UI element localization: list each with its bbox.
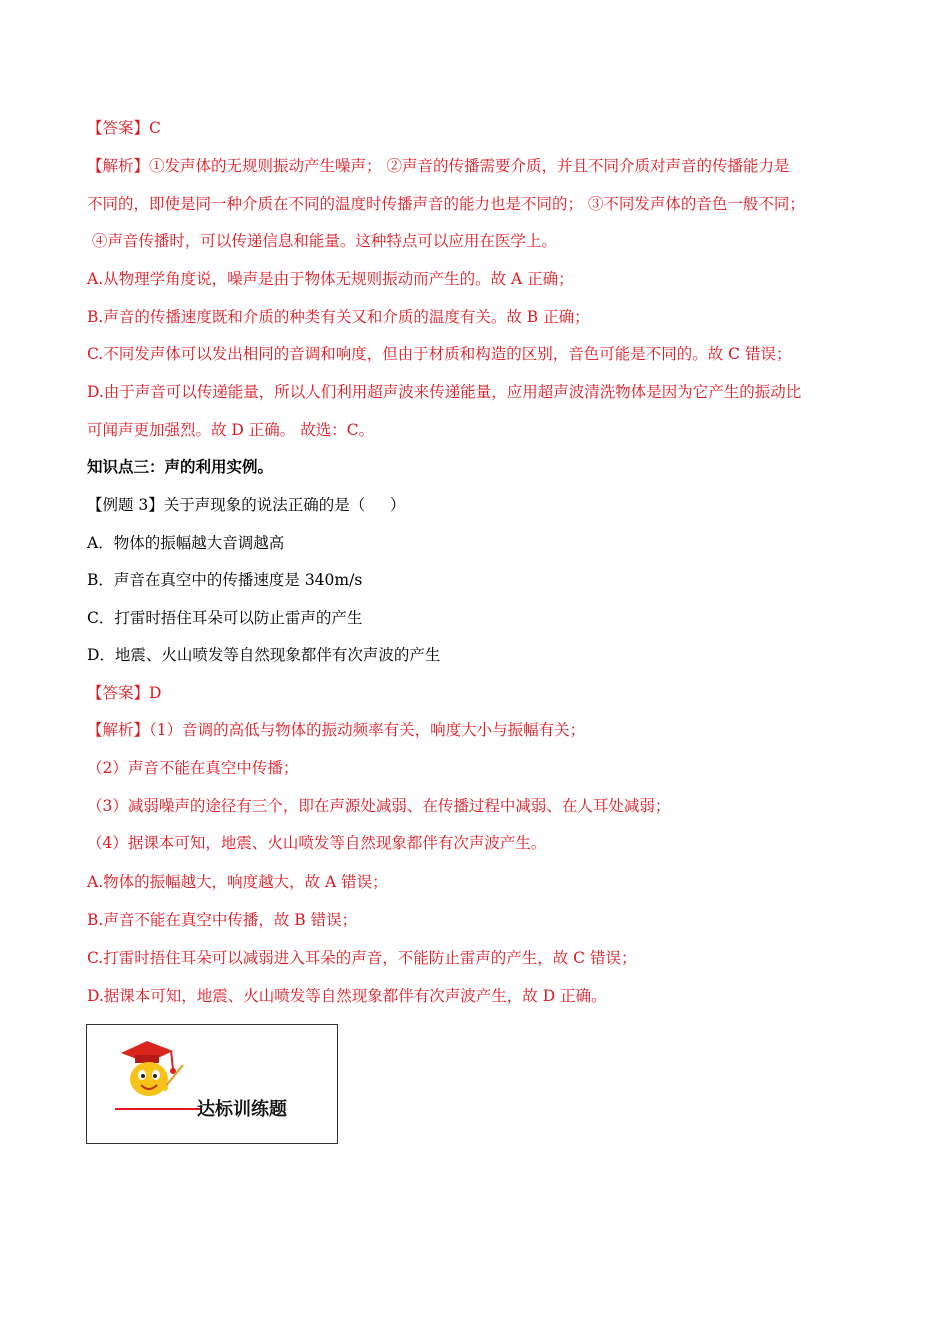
analysis-text: （4）据课本可知，地震、火山喷发等自然现象都伴有次声波产生。 (87, 834, 547, 852)
answer-line-1 (87, 118, 161, 138)
option-explanation: A.物体的振幅越大，响度越大，故 A 错误； (87, 873, 388, 891)
example-question-text: 关于声现象的说法正确的是（ ） (163, 496, 406, 514)
option-explanation: D.由于声音可以传递能量，所以人们利用超声波来传递能量，应用超声波清洗物体是因为它产生的振动比 (87, 383, 802, 401)
analysis-line (87, 720, 585, 740)
option-explanation: D.据课本可知，地震、火山喷发等自然现象都伴有次声波产生，故 D 正确。 (87, 987, 607, 1005)
option-explanation: 可闻声更加强烈。故 D 正确。 故选：C。 (87, 421, 375, 439)
answer-value: C (149, 119, 161, 137)
analysis-text: （3）减弱噪声的途径有三个，即在声源处减弱、在传播过程中减弱、在人耳处减弱； (87, 797, 671, 815)
answer-line-2 (87, 683, 161, 703)
option-explanation: B.声音的传播速度既和介质的种类有关又和介质的温度有关。故 B 正确； (87, 308, 590, 326)
answer-value: D (149, 684, 162, 702)
section-heading: 知识点三：声的利用实例。 (87, 457, 274, 476)
analysis-text: 不同的，即使是同一种介质在不同的温度时传播声音的能力也是不同的； ③不同发声体的音色一般不同； (87, 195, 805, 213)
banner-title: 达标训练题 (197, 1099, 287, 1120)
analysis-tag: 【解析】 (87, 721, 150, 739)
analysis-text: （1）音调的高低与物体的振动频率有关，响度大小与振幅有关； (149, 721, 586, 739)
analysis-text: ④声音传播时，可以传递信息和能量。这种特点可以应用在医学上。 (87, 232, 557, 250)
choice-item: B．声音在真空中的传播速度是 340m/s (87, 571, 363, 589)
choice-item: C．打雷时捂住耳朵可以防止雷声的产生 (87, 609, 363, 627)
example-question (87, 495, 405, 515)
option-explanation: A.从物理学角度说，噪声是由于物体无规则振动而产生的。故 A 正确； (87, 270, 574, 288)
analysis-text: ①发声体的无规则振动产生噪声； ②声音的传播需要介质，并且不同介质对声音的传播能力是 (149, 157, 790, 175)
option-explanation: C.打雷时捂住耳朵可以减弱进入耳朵的声音，不能防止雷声的产生，故 C 错误； (87, 949, 637, 967)
graduation-mascot-icon (113, 1035, 193, 1107)
choice-item: A．物体的振幅越大音调越高 (87, 534, 285, 552)
choice-item: D．地震、火山喷发等自然现象都伴有次声波的产生 (87, 646, 441, 664)
section-banner (86, 1024, 338, 1144)
analysis-line (87, 156, 789, 176)
option-explanation: B.声音不能在真空中传播，故 B 错误； (87, 911, 358, 929)
answer-tag: 【答案】 (87, 119, 150, 137)
example-tag: 【例题 3】 (87, 496, 164, 514)
option-explanation: C.不同发声体可以发出相同的音调和响度，但由于材质和构造的区别，音色可能是不同的。故 C 错误； (87, 345, 792, 363)
analysis-text: （2）声音不能在真空中传播； (87, 759, 299, 777)
answer-tag: 【答案】 (87, 684, 150, 702)
banner-divider (115, 1108, 201, 1110)
analysis-tag: 【解析】 (87, 157, 150, 175)
